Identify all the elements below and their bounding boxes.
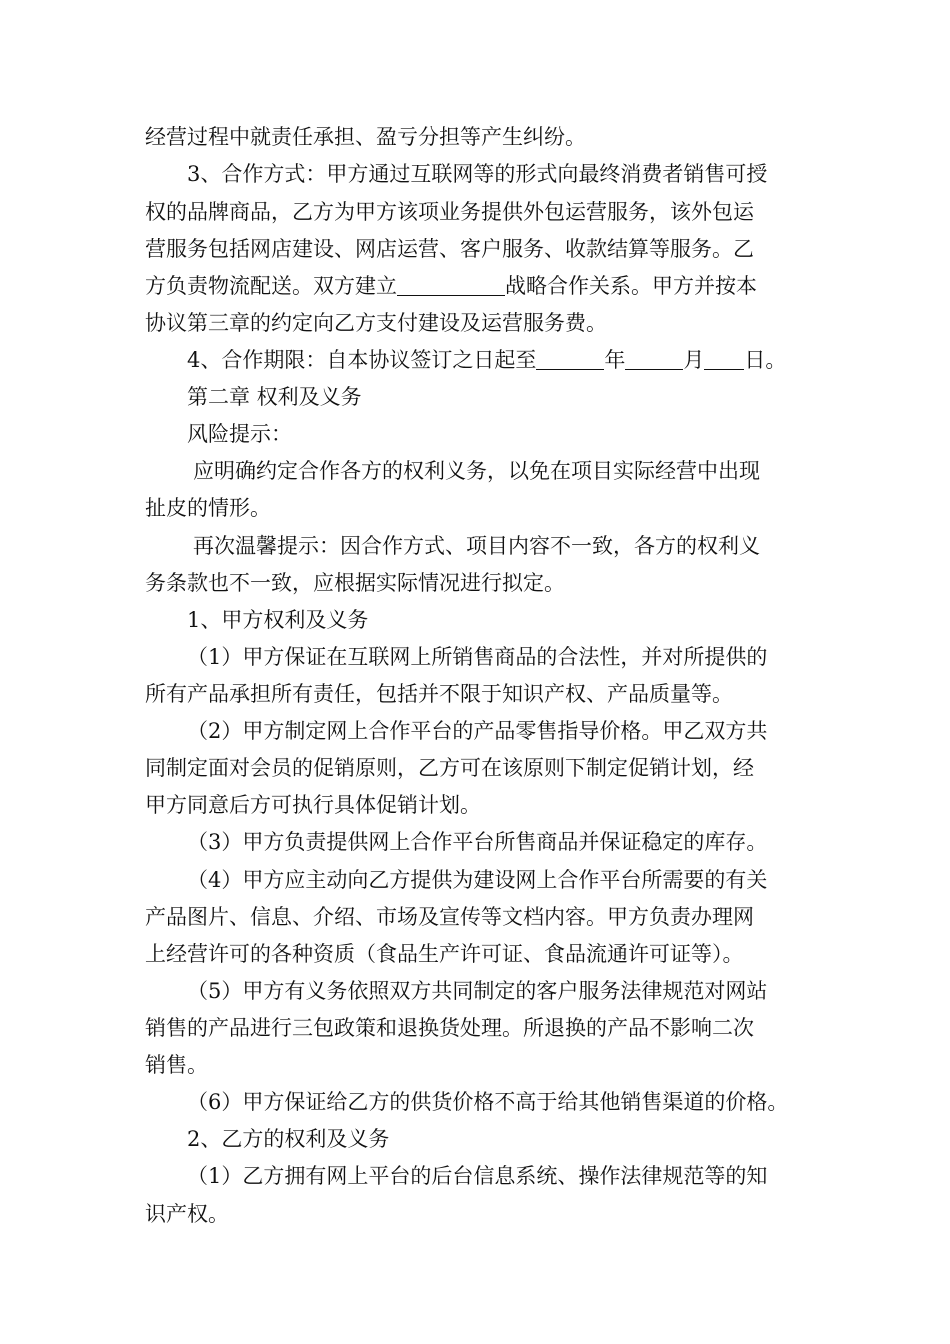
paragraph-line: 权的品牌商品，乙方为甲方该项业务提供外包运营服务，该外包运 <box>145 200 754 224</box>
paragraph-line: 同制定面对会员的促销原则，乙方可在该原则下制定促销计划，经 <box>145 756 754 780</box>
paragraph-line: 甲方同意后方可执行具体促销计划。 <box>145 793 481 817</box>
chapter-heading: 第二章 权利及义务 <box>187 385 362 409</box>
paragraph-line: 识产权。 <box>145 1202 229 1226</box>
paragraph-line: 经营过程中就责任承担、盈亏分担等产生纠纷。 <box>145 125 586 149</box>
paragraph-line: （4）甲方应主动向乙方提供为建设网上合作平台所需要的有关 <box>187 868 768 892</box>
section-heading: 2、乙方的权利及义务 <box>187 1127 390 1151</box>
section-heading: 1、甲方权利及义务 <box>187 608 369 632</box>
paragraph-line: （1）乙方拥有网上平台的后台信息系统、操作法律规范等的知 <box>187 1164 768 1188</box>
paragraph-line: （1）甲方保证在互联网上所销售商品的合法性，并对所提供的 <box>187 645 768 669</box>
paragraph-line: 上经营许可的各种资质（食品生产许可证、食品流通许可证等）。 <box>145 942 744 966</box>
text-run: 月 <box>683 348 705 372</box>
paragraph-line: （2）甲方制定网上合作平台的产品零售指导价格。甲乙双方共 <box>187 719 768 743</box>
fill-in-blank-month <box>625 347 683 370</box>
paragraph-line: 所有产品承担所有责任，包括并不限于知识产权、产品质量等。 <box>145 682 733 706</box>
paragraph-line: 营服务包括网店建设、网店运营、客户服务、收款结算等服务。乙 <box>145 237 754 261</box>
paragraph-line: （5）甲方有义务依照双方共同制定的客户服务法律规范对网站 <box>187 979 768 1003</box>
paragraph-line: 扯皮的情形。 <box>145 496 271 520</box>
text-run: 年 <box>604 348 626 372</box>
fill-in-blank <box>397 273 505 296</box>
paragraph-line: 销售。 <box>145 1053 208 1077</box>
risk-tip-heading: 风险提示： <box>187 422 292 446</box>
paragraph-line <box>187 341 867 379</box>
fill-in-blank-day <box>704 347 744 370</box>
paragraph-line: 务条款也不一致，应根据实际情况进行拟定。 <box>145 571 565 595</box>
paragraph-line <box>145 267 825 305</box>
paragraph-line: （3）甲方负责提供网上合作平台所售商品并保证稳定的库存。 <box>187 830 768 854</box>
paragraph-line: （6）甲方保证给乙方的供货价格不高于给其他销售渠道的价格。 <box>187 1090 789 1114</box>
paragraph-line: 应明确约定合作各方的权利义务，以免在项目实际经营中出现 <box>193 459 760 483</box>
fill-in-blank-year <box>536 347 604 370</box>
text-run: 方负责物流配送。双方建立 <box>145 274 397 298</box>
paragraph-line: 再次温馨提示：因合作方式、项目内容不一致，各方的权利义 <box>193 534 760 558</box>
paragraph-line: 产品图片、信息、介绍、市场及宣传等文档内容。甲方负责办理网 <box>145 905 754 929</box>
paragraph-line: 销售的产品进行三包政策和退换货处理。所退换的产品不影响二次 <box>145 1016 754 1040</box>
paragraph-line: 协议第三章的约定向乙方支付建设及运营服务费。 <box>145 311 607 335</box>
text-run: 战略合作关系。甲方并按本 <box>505 274 757 298</box>
paragraph-line: 3、合作方式：甲方通过互联网等的形式向最终消费者销售可授 <box>187 162 768 186</box>
text-run: 日。 <box>744 348 787 372</box>
text-run: 4、合作期限：自本协议签订之日起至 <box>187 348 537 372</box>
